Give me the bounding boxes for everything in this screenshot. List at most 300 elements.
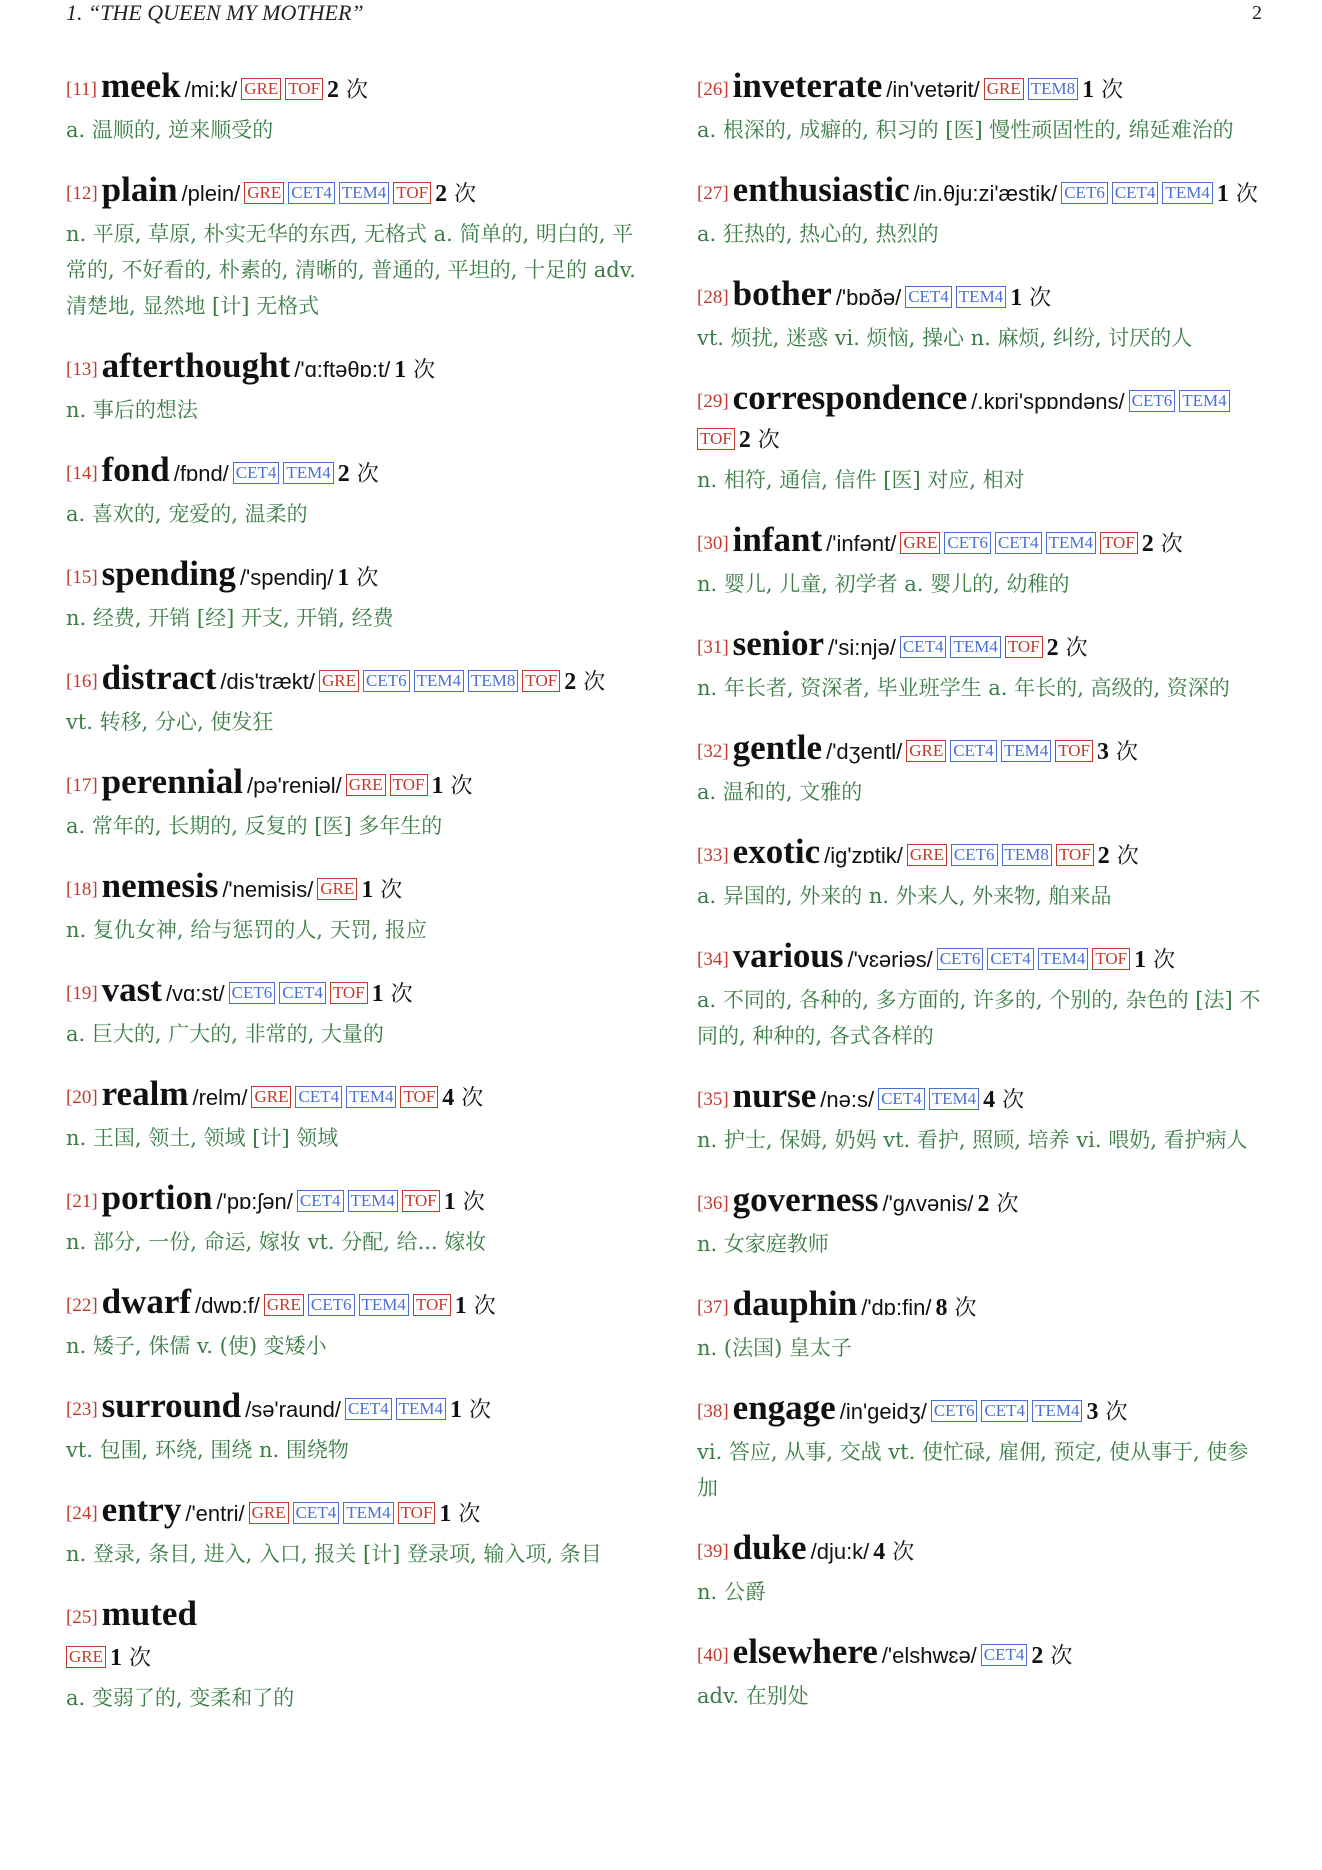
phonetic: /mi:k/ — [184, 77, 238, 102]
entry-index: [25] — [66, 1607, 98, 1628]
exam-tag: GRE — [319, 670, 359, 692]
phonetic: /'vɛəriəs/ — [847, 947, 933, 972]
exam-tag: CET6 — [937, 948, 984, 970]
vocab-entry — [66, 1388, 636, 1468]
phonetic: /'dɒ:fin/ — [861, 1295, 932, 1320]
exam-tag: TEM4 — [346, 1086, 396, 1108]
headword: plain — [101, 170, 178, 209]
entry-index: [37] — [697, 1297, 729, 1318]
vocab-entry — [66, 348, 636, 428]
phonetic: /fɒnd/ — [173, 461, 229, 486]
headword: afterthought — [101, 346, 291, 385]
entry-index: [29] — [697, 391, 729, 412]
phonetic: /pə'reniəl/ — [246, 773, 342, 798]
exam-tag: TOF — [1092, 948, 1130, 970]
exam-tag: TOF — [1100, 532, 1138, 554]
definition: n. 经费, 开销 [经] 开支, 开销, 经费 — [66, 606, 394, 630]
exam-tag: CET6 — [931, 1400, 978, 1422]
exam-tag: TEM4 — [348, 1190, 398, 1212]
frequency-count: 1 次 — [443, 1189, 485, 1215]
count-number: 1 — [361, 877, 374, 903]
definition: a. 喜欢的, 宠爱的, 温柔的 — [66, 502, 308, 526]
exam-tag: TOF — [390, 774, 428, 796]
definition: a. 巨大的, 广大的, 非常的, 大量的 — [66, 1022, 384, 1046]
definition: a. 变弱了的, 变柔和了的 — [66, 1686, 295, 1710]
phonetic: /nə:s/ — [820, 1087, 875, 1112]
definition: adv. 在别处 — [697, 1684, 809, 1708]
exam-tag: GRE — [244, 182, 284, 204]
exam-tag: CET6 — [363, 670, 410, 692]
phonetic: /'si:njə/ — [828, 635, 896, 660]
count-number: 8 — [935, 1295, 948, 1321]
headword: senior — [732, 624, 825, 663]
entry-index: [27] — [697, 183, 729, 204]
headword-line — [66, 172, 636, 214]
count-number: 4 — [873, 1539, 886, 1565]
count-number: 3 — [1097, 739, 1110, 765]
entry-index: [15] — [66, 567, 98, 588]
headword: fond — [101, 450, 170, 489]
exam-tag: GRE — [317, 878, 357, 900]
vocab-entry — [697, 626, 1267, 706]
entry-index: [40] — [697, 1645, 729, 1666]
headword-line — [66, 1388, 636, 1430]
vocab-entry — [697, 1182, 1267, 1262]
headword-line — [66, 764, 636, 806]
exam-tag: CET4 — [288, 182, 335, 204]
exam-tag: CET4 — [900, 636, 947, 658]
exam-tag: TEM4 — [929, 1088, 979, 1110]
frequency-count: 2 次 — [1097, 843, 1139, 869]
exam-tag: CET4 — [981, 1400, 1028, 1422]
phonetic: /in'vetərit/ — [886, 77, 980, 102]
headword: spending — [101, 554, 236, 593]
exam-tag: GRE — [907, 844, 947, 866]
chapter-title: 1. “THE QUEEN MY MOTHER” — [66, 0, 364, 25]
headword-line — [697, 68, 1267, 110]
count-number: 1 — [1216, 181, 1229, 207]
frequency-count: 4 次 — [873, 1539, 915, 1565]
definition: a. 温和的, 文雅的 — [697, 780, 863, 804]
frequency-count: 2 次 — [1031, 1643, 1073, 1669]
vocab-entry — [697, 730, 1267, 810]
exam-tag: TEM4 — [1001, 740, 1051, 762]
definition: n. 矮子, 侏儒 v. (使) 变矮小 — [66, 1334, 327, 1358]
frequency-count: 1 次 — [439, 1501, 481, 1527]
vocab-entry — [697, 1078, 1267, 1158]
vocab-entry — [66, 1076, 636, 1156]
frequency-count: 4 次 — [442, 1085, 484, 1111]
headword: nemesis — [101, 866, 219, 905]
count-number: 4 — [983, 1087, 996, 1113]
headword: realm — [101, 1074, 189, 1113]
entry-index: [28] — [697, 287, 729, 308]
exam-tag: CET4 — [987, 948, 1034, 970]
frequency-count: 1 次 — [371, 981, 413, 1007]
count-number: 2 — [1031, 1643, 1044, 1669]
headword-line — [697, 1182, 1267, 1224]
count-number: 3 — [1086, 1399, 1099, 1425]
phonetic: /'bɒðə/ — [835, 285, 902, 310]
vocab-entry — [66, 868, 636, 948]
left-column — [66, 68, 636, 1740]
phonetic: /'dʒentl/ — [826, 739, 903, 764]
exam-tag: TEM8 — [1028, 78, 1078, 100]
phonetic: /plein/ — [181, 181, 241, 206]
headword: meek — [100, 66, 181, 105]
vocab-entry — [66, 452, 636, 532]
headword-line — [66, 556, 636, 598]
frequency-count: 2 次 — [1141, 531, 1183, 557]
count-number: 1 — [1010, 285, 1023, 311]
frequency-count: 8 次 — [935, 1295, 977, 1321]
headword-line — [697, 938, 1267, 980]
headword-line — [66, 660, 636, 702]
phonetic: /'infənt/ — [826, 531, 897, 556]
headword-line — [66, 1284, 636, 1326]
exam-tag: CET4 — [279, 982, 326, 1004]
frequency-count: 2 次 — [564, 669, 606, 695]
definition: n. 事后的想法 — [66, 398, 198, 422]
count-number: 1 — [1082, 77, 1095, 103]
count-number: 1 — [443, 1189, 456, 1215]
exam-tag: CET6 — [944, 532, 991, 554]
exam-tag: TEM8 — [468, 670, 518, 692]
vocab-entry — [697, 172, 1267, 252]
vocab-entry — [66, 556, 636, 636]
count-number: 1 — [371, 981, 384, 1007]
exam-tag: GRE — [346, 774, 386, 796]
definition: n. 复仇女神, 给与惩罚的人, 天罚, 报应 — [66, 918, 427, 942]
phonetic: /dis'trækt/ — [220, 669, 316, 694]
definition: vt. 转移, 分心, 使发狂 — [66, 710, 274, 734]
exam-tag: CET4 — [878, 1088, 925, 1110]
count-number: 1 — [431, 773, 444, 799]
phonetic: /in.θju:zi'æstik/ — [913, 181, 1058, 206]
definition: n. 年长者, 资深者, 毕业班学生 a. 年长的, 高级的, 资深的 — [697, 676, 1230, 700]
entry-index: [35] — [697, 1089, 729, 1110]
exam-tag: TEM4 — [950, 636, 1000, 658]
headword-line — [66, 1492, 636, 1534]
exam-tag: CET6 — [1061, 182, 1108, 204]
headword-line — [66, 972, 636, 1014]
entry-index: [22] — [66, 1295, 98, 1316]
definition: a. 异国的, 外来的 n. 外来人, 外来物, 舶来品 — [697, 884, 1112, 908]
entry-index: [23] — [66, 1399, 98, 1420]
headword: bother — [732, 274, 832, 313]
headword-line — [697, 626, 1267, 668]
phonetic: /.kɒri'spɒndəns/ — [971, 389, 1125, 414]
frequency-count: 1 次 — [454, 1293, 496, 1319]
entry-index: [13] — [66, 359, 98, 380]
vocab-entry — [697, 380, 1267, 498]
phonetic: /'ɑ:ftəθɒ:t/ — [294, 357, 391, 382]
frequency-count: 1 次 — [337, 565, 379, 591]
count-number: 1 — [110, 1645, 122, 1671]
headword: dwarf — [101, 1282, 192, 1321]
phonetic: /'nemisis/ — [222, 877, 314, 902]
exam-tag: CET4 — [297, 1190, 344, 1212]
exam-tag: TEM4 — [283, 462, 333, 484]
entry-index: [17] — [66, 775, 98, 796]
vocab-entry — [697, 834, 1267, 914]
page-number: 2 — [1252, 2, 1262, 24]
vocab-entry — [66, 1492, 636, 1572]
headword-line — [697, 1078, 1267, 1120]
frequency-count: 1 次 — [110, 1645, 151, 1671]
headword-line — [697, 276, 1267, 318]
entry-index: [16] — [66, 671, 98, 692]
vocab-entry — [66, 172, 636, 324]
frequency-count: 1 次 — [394, 357, 436, 383]
phonetic: /in'geidʒ/ — [839, 1399, 927, 1424]
frequency-count: 2 次 — [435, 181, 477, 207]
vocab-entry — [66, 1284, 636, 1364]
exam-tag: TEM4 — [1046, 532, 1096, 554]
exam-tag: TOF — [285, 78, 323, 100]
definition: a. 温顺的, 逆来顺受的 — [66, 118, 274, 142]
count-number: 2 — [738, 427, 751, 453]
headword: various — [732, 936, 844, 975]
definition: a. 常年的, 长期的, 反复的 [医] 多年生的 — [66, 814, 443, 838]
frequency-count: 1 次 — [1134, 947, 1176, 973]
exam-tag: TEM4 — [343, 1502, 393, 1524]
entry-index: [24] — [66, 1503, 98, 1524]
entry-index: [12] — [66, 183, 98, 204]
vocab-entry — [697, 522, 1267, 602]
count-number: 1 — [439, 1501, 452, 1527]
count-number: 2 — [1097, 843, 1110, 869]
vocab-entry — [697, 1390, 1267, 1506]
headword-line — [66, 68, 636, 110]
count-number: 1 — [394, 357, 407, 383]
headword-line — [66, 1596, 636, 1638]
entry-index: [20] — [66, 1087, 98, 1108]
exam-tag: CET4 — [905, 286, 952, 308]
frequency-count: 2 次 — [977, 1191, 1019, 1217]
exam-tag: TOF — [330, 982, 368, 1004]
exam-tag: CET4 — [995, 532, 1042, 554]
headword: engage — [732, 1388, 836, 1427]
count-number: 1 — [454, 1293, 467, 1319]
headword-line — [697, 1286, 1267, 1328]
exam-tag: TOF — [1056, 844, 1094, 866]
vocab-entry — [66, 660, 636, 740]
headword-line — [66, 868, 636, 910]
vocab-entry — [66, 1596, 636, 1716]
headword-line — [66, 1180, 636, 1222]
vocab-entry — [697, 1530, 1267, 1610]
exam-tag: TEM4 — [1032, 1400, 1082, 1422]
phonetic: /'pɒ:ʃən/ — [216, 1189, 293, 1214]
frequency-count: 2 次 — [1046, 635, 1088, 661]
exam-tag: TEM4 — [414, 670, 464, 692]
exam-tag: CET4 — [345, 1398, 392, 1420]
count-number: 2 — [1046, 635, 1059, 661]
exam-tag: CET4 — [293, 1502, 340, 1524]
definition: a. 不同的, 各种的, 多方面的, 许多的, 个别的, 杂色的 [法] 不同的, 种种的, 各式各样的 — [697, 988, 1261, 1048]
exam-tag: CET4 — [233, 462, 280, 484]
exam-tag: GRE — [251, 1086, 291, 1108]
headword-line — [697, 730, 1267, 772]
entry-index: [14] — [66, 463, 98, 484]
exam-tag: CET4 — [981, 1644, 1028, 1666]
exam-tag: TOF — [1005, 636, 1043, 658]
exam-tag: GRE — [66, 1646, 106, 1668]
exam-tag: CET4 — [295, 1086, 342, 1108]
frequency-count: 2 次 — [337, 461, 379, 487]
exam-tag: GRE — [900, 532, 940, 554]
count-number: 2 — [564, 669, 577, 695]
phonetic: /sə'raund/ — [245, 1397, 342, 1422]
frequency-count: 1 次 — [1010, 285, 1052, 311]
headword: distract — [101, 658, 217, 697]
entry-index: [19] — [66, 983, 98, 1004]
entry-index: [38] — [697, 1401, 729, 1422]
exam-tag: CET6 — [1129, 390, 1176, 412]
definition: vi. 答应, 从事, 交战 vt. 使忙碌, 雇佣, 预定, 使从事于, 使参加 — [697, 1440, 1249, 1500]
phonetic: /vɑ:st/ — [165, 981, 225, 1006]
definition: n. 登录, 条目, 进入, 入口, 报关 [计] 登录项, 输入项, 条目 — [66, 1542, 602, 1566]
exam-tag: TEM4 — [1162, 182, 1212, 204]
headword: governess — [732, 1180, 879, 1219]
definition: n. 女家庭教师 — [697, 1232, 829, 1256]
phonetic: /'gʌvənis/ — [882, 1191, 974, 1216]
frequency-count: 1 次 — [431, 773, 473, 799]
exam-tag: GRE — [984, 78, 1024, 100]
phonetic: /ig'zɒtik/ — [824, 843, 903, 868]
exam-tag: GRE — [249, 1502, 289, 1524]
right-column — [697, 68, 1267, 1738]
headword-line — [697, 1530, 1267, 1572]
headword-line — [697, 1634, 1267, 1676]
headword-line — [697, 380, 1267, 460]
definition: n. 公爵 — [697, 1580, 766, 1604]
definition: n. 相符, 通信, 信件 [医] 对应, 相对 — [697, 468, 1025, 492]
exam-tag: TOF — [400, 1086, 438, 1108]
headword: infant — [732, 520, 823, 559]
phonetic: /dwɒ:f/ — [195, 1293, 260, 1318]
exam-tag: TEM4 — [956, 286, 1006, 308]
exam-tag: TOF — [522, 670, 560, 692]
headword-line — [66, 1076, 636, 1118]
phonetic: /'entri/ — [185, 1501, 245, 1526]
headword: gentle — [732, 728, 823, 767]
headword: elsewhere — [732, 1632, 878, 1671]
count-number: 2 — [435, 181, 448, 207]
headword-line — [697, 172, 1267, 214]
definition: n. 婴儿, 儿童, 初学者 a. 婴儿的, 幼稚的 — [697, 572, 1070, 596]
headword: entry — [101, 1490, 182, 1529]
headword: dauphin — [732, 1284, 858, 1323]
vocab-entry — [697, 1286, 1267, 1366]
definition: n. 平原, 草原, 朴实无华的东西, 无格式 a. 简单的, 明白的, 平常的, 不好看的, 朴素的, 清晰的, 普通的, 平坦的, 十足的 adv. 清楚地, 显然地 [计] 无格式 — [66, 222, 636, 318]
entry-index: [11] — [66, 79, 97, 100]
exam-tag: TEM4 — [1179, 390, 1229, 412]
headword: vast — [101, 970, 162, 1009]
exam-tag: TEM4 — [396, 1398, 446, 1420]
count-number: 1 — [337, 565, 350, 591]
frequency-count: 1 次 — [1082, 77, 1124, 103]
exam-tag: TOF — [697, 428, 735, 450]
exam-tag: CET6 — [308, 1294, 355, 1316]
exam-tag: CET6 — [229, 982, 276, 1004]
frequency-count: 3 次 — [1086, 1399, 1128, 1425]
exam-tag: CET4 — [1112, 182, 1159, 204]
definition: n. 部分, 一份, 命运, 嫁妆 vt. 分配, 给... 嫁妆 — [66, 1230, 487, 1254]
entry-index: [39] — [697, 1541, 729, 1562]
entry-index: [18] — [66, 879, 98, 900]
exam-tag: TOF — [413, 1294, 451, 1316]
headword: portion — [101, 1178, 213, 1217]
vocab-entry — [697, 276, 1267, 356]
definition: n. 王国, 领土, 领域 [计] 领域 — [66, 1126, 339, 1150]
frequency-count: 1 次 — [361, 877, 403, 903]
exam-tag: GRE — [241, 78, 281, 100]
vocab-entry — [66, 972, 636, 1052]
exam-tag: TOF — [402, 1190, 440, 1212]
frequency-count: 1 次 — [1216, 181, 1258, 207]
definition: n. (法国) 皇太子 — [697, 1336, 852, 1360]
vocab-entry — [66, 68, 636, 148]
frequency-count: 4 次 — [983, 1087, 1025, 1113]
headword: duke — [732, 1528, 807, 1567]
count-number: 2 — [1141, 531, 1154, 557]
headword-line — [697, 834, 1267, 876]
entry-index: [30] — [697, 533, 729, 554]
frequency-count: 3 次 — [1097, 739, 1139, 765]
count-number: 4 — [442, 1085, 455, 1111]
entry-index: [26] — [697, 79, 729, 100]
headword-line — [66, 452, 636, 494]
exam-tag: TEM4 — [1038, 948, 1088, 970]
page-header — [0, 0, 1322, 30]
exam-tag: TOF — [393, 182, 431, 204]
vocab-entry — [66, 1180, 636, 1260]
headword: inveterate — [732, 66, 883, 105]
count-number: 2 — [327, 77, 340, 103]
frequency-count: 2 次 — [327, 77, 369, 103]
headword: nurse — [732, 1076, 817, 1115]
definition: vt. 包围, 环绕, 围绕 n. 围绕物 — [66, 1438, 349, 1462]
phonetic: /'elshwɛə/ — [881, 1643, 977, 1668]
exam-tag: TEM4 — [359, 1294, 409, 1316]
entry-index: [34] — [697, 949, 729, 970]
count-number: 2 — [337, 461, 350, 487]
definition: n. 护士, 保姆, 奶妈 vt. 看护, 照顾, 培养 vi. 喂奶, 看护病人 — [697, 1128, 1248, 1152]
count-number: 1 — [1134, 947, 1147, 973]
vocab-entry — [66, 764, 636, 844]
definition: vt. 烦扰, 迷惑 vi. 烦恼, 操心 n. 麻烦, 纠纷, 讨厌的人 — [697, 326, 1193, 350]
definition: a. 狂热的, 热心的, 热烈的 — [697, 222, 939, 246]
entry-index: [31] — [697, 637, 729, 658]
entry-index: [32] — [697, 741, 729, 762]
exam-tag: TOF — [1055, 740, 1093, 762]
entry-index: [21] — [66, 1191, 98, 1212]
entry-index: [36] — [697, 1193, 729, 1214]
headword-line — [697, 1390, 1267, 1432]
exam-tag: GRE — [264, 1294, 304, 1316]
headword-line — [66, 348, 636, 390]
vocab-entry — [697, 68, 1267, 148]
count-number: 1 — [450, 1397, 463, 1423]
definition: a. 根深的, 成癖的, 积习的 [医] 慢性顽固性的, 绵延难治的 — [697, 118, 1234, 142]
frequency-count: 2 次 — [738, 427, 780, 453]
headword: correspondence — [732, 378, 968, 417]
count-number: 2 — [977, 1191, 990, 1217]
vocab-entry — [697, 1634, 1267, 1714]
exam-tag: TEM4 — [339, 182, 389, 204]
